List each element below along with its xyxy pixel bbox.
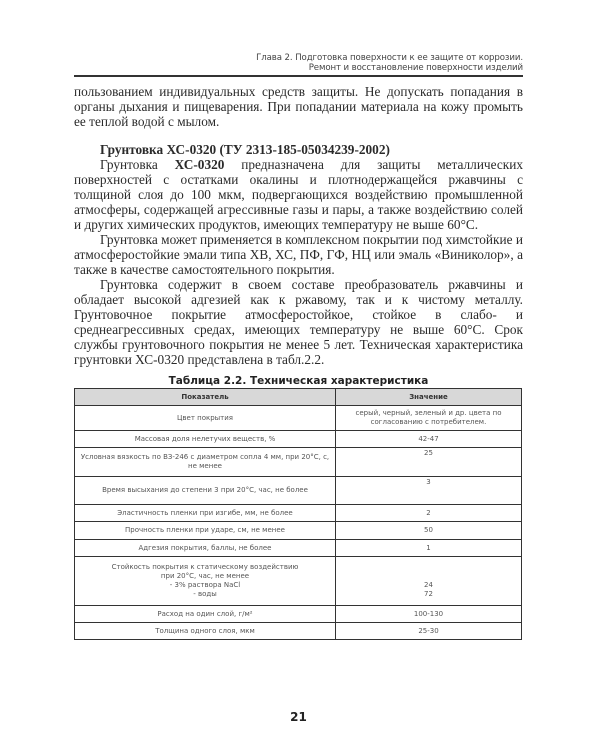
table-row bbox=[75, 477, 522, 505]
table-row bbox=[75, 406, 522, 431]
value-cell: 100-130 bbox=[336, 606, 522, 623]
value-cell: 3 bbox=[336, 477, 522, 505]
parameter-cell: Прочность пленки при ударе, см, не менее bbox=[75, 522, 336, 540]
parameter-cell: Время высыхания до степени 3 при 20°С, час, не более bbox=[75, 477, 336, 505]
parameter-cell: Эластичность пленки при изгибе, мм, не более bbox=[75, 505, 336, 522]
value-cell: 50 bbox=[336, 522, 522, 540]
parameter-cell: Массовая доля нелетучих веществ, % bbox=[75, 431, 336, 448]
value-cell: 25-30 bbox=[336, 623, 522, 640]
parameter-cell: Расход на один слой, г/м² bbox=[75, 606, 336, 623]
header-rule bbox=[74, 75, 523, 77]
paragraph-continued: пользованием индивидуальных средств защиты. Не допускать попадания в органы дыхания и пищеварения. При попадании материала на кожу промыть ее теплой водой с мылом. bbox=[74, 84, 523, 129]
body-text bbox=[74, 84, 523, 367]
paragraph-2: Грунтовка может применяется в комплексном покрытии под химстойкие и атмосферостойкие эмали типа ХВ, ХС, ПФ, ГФ, НЦ или эмаль «Виниколор», а также в качестве самостоятельного покрытия. bbox=[74, 232, 523, 277]
running-header-line2: Ремонт и восстановление поверхности изделий bbox=[308, 63, 523, 73]
running-header-line1: Глава 2. Подготовка поверхности к ее защите от коррозии. bbox=[256, 53, 523, 63]
table-title: Таблица 2.2. Техническая характеристика bbox=[168, 375, 429, 387]
running-header bbox=[74, 53, 523, 73]
table-row bbox=[75, 522, 522, 540]
parameter-cell: Цвет покрытия bbox=[75, 406, 336, 431]
table-row bbox=[75, 448, 522, 477]
column-header-value: Значение bbox=[336, 389, 522, 406]
page-column bbox=[74, 0, 523, 744]
table-row bbox=[75, 606, 522, 623]
paragraph-1: Грунтовка ХС-0320 предназначена для защиты металлических поверхностей с остатками окалины и плотнодержащейся ржавчины с толщиной слоя до 100 мкм, подвергающихся воздействию промышленной атмосферы, содержащей агрессивные газы и пары, а также воздействию солей и других химических продуктов, имеющих температуру не выше 60°С. bbox=[74, 157, 523, 232]
table-row bbox=[75, 540, 522, 557]
parameter-cell: Условная вязкость по ВЗ-246 с диаметром сопла 4 мм, при 20°С, с, не менее bbox=[75, 448, 336, 477]
paragraph-3: Грунтовка содержит в своем составе преобразователь ржавчины и обладает высокой адгезией как к ржавому, так и к чистому металлу. Грунтовочное покрытие атмосферостойкое, стойкое в слабо- и среднеагрессивных средах, имеющих температуру не выше 60°С. Срок службы грунтовочного покрытия не менее 5 лет. Техническая характеристика грунтовки ХС-0320 представлена в табл.2.2. bbox=[74, 277, 523, 367]
tech-spec-table bbox=[74, 388, 522, 640]
table-row bbox=[75, 505, 522, 522]
parameter-cell: Адгезия покрытия, баллы, не более bbox=[75, 540, 336, 557]
section-heading: Грунтовка ХС-0320 (ТУ 2313-185-05034239-2002) bbox=[100, 142, 390, 157]
value-cell: 24 72 bbox=[336, 557, 522, 606]
parameter-cell: Толщина одного слоя, мкм bbox=[75, 623, 336, 640]
value-cell: 2 bbox=[336, 505, 522, 522]
table-header-row bbox=[75, 389, 522, 406]
value-cell: 25 bbox=[336, 448, 522, 477]
value-cell: 1 bbox=[336, 540, 522, 557]
page-number: 21 bbox=[290, 710, 307, 724]
column-header-parameter: Показатель bbox=[75, 389, 336, 406]
table-row bbox=[75, 623, 522, 640]
table-row bbox=[75, 557, 522, 606]
value-cell: серый, черный, зеленый и др. цвета по согласованию с потребителем. bbox=[336, 406, 522, 431]
parameter-cell: Стойкость покрытия к статическому воздействию при 20°С, час, не менее - 3% раствора NaCl - воды bbox=[75, 557, 336, 606]
table-row bbox=[75, 431, 522, 448]
value-cell: 42-47 bbox=[336, 431, 522, 448]
